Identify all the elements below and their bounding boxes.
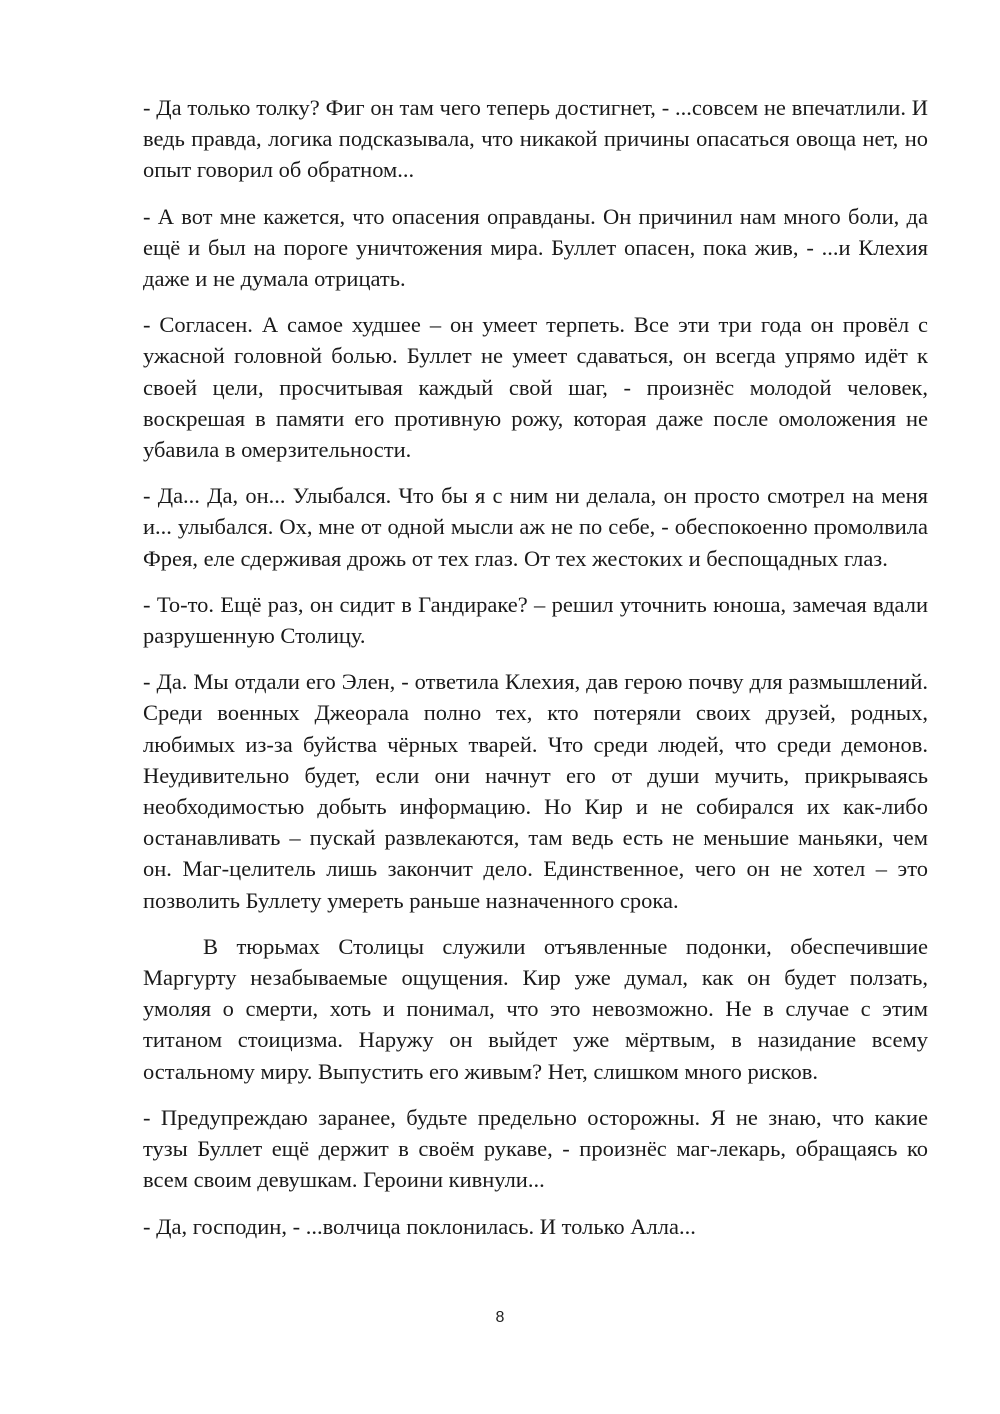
paragraph: - Согласен. А самое худшее – он умеет терпеть. Все эти три года он провёл с ужасной головной болью. Буллет не умеет сдаваться, он всегда упрямо идёт к своей цели, просчитывая каждый свой шаг, - произнёс молодой человек, воскрешая в памяти его противную рожу, которая даже после омоложения не убавила в омерзительности. — [143, 312, 928, 463]
paragraph: - А вот мне кажется, что опасения оправданы. Он причинил нам много боли, да ещё и был на пороге уничтожения мира. Буллет опасен, пока жив, - ...и Клехия даже и не думала отрицать. — [143, 203, 928, 292]
paragraph: - Да, господин, - ...волчица поклонилась. И только Алла... — [143, 1213, 696, 1239]
paragraph: - Да. Мы отдали его Элен, - ответила Клехия, дав герою почву для размышлений. Среди военных Джеорала полно тех, кто потеряли своих друзей, родных, любимых из-за буйства чёрных тварей. Что среди людей, что среди демонов. Неудивительно будет, если они начнут его от души мучить, прикрываясь необходимостью добыть информацию. Но Кир и не собирался их как-либо останавливать – пускай развлекаются, там ведь есть не меньшие маньяки, чем он. Маг-целитель лишь закончит дело. Единственное, чего он не хотел – это позволить Буллету умереть раньше назначенного срока. — [143, 669, 928, 913]
page-number: 8 — [495, 1309, 505, 1326]
body-text — [143, 92, 928, 1257]
paragraph: - Да только толку? Фиг он там чего теперь достигнет, - ...совсем не впечатлили. И ведь правда, логика подсказывала, что никакой причины опасаться овоща нет, но опыт говорил об обратном... — [143, 95, 928, 183]
paragraph: - То-то. Ещё раз, он сидит в Гандираке? – решил уточнить юноша, замечая вдали разрушенную Столицу. — [143, 591, 928, 649]
paragraph: - Да... Да, он... Улыбался. Что бы я с ним ни делала, он просто смотрел на меня и... улыбался. Ох, мне от одной мысли аж не по себе, - обеспокоенно промолвила Фрея, еле сдерживая дрожь от тех глаз. От тех жестоких и беспощадных глаз. — [143, 483, 928, 571]
paragraph: - Предупреждаю заранее, будьте предельно осторожны. Я не знаю, что какие тузы Буллет ещё держит в своём рукаве, - произнёс маг-лекарь, обращаясь ко всем своим девушкам. Героини кивнули... — [143, 1104, 928, 1193]
paragraph-indented: В тюрьмах Столицы служили отъявленные подонки, обеспечившие Маргурту незабываемые ощущения. Кир уже думал, как он будет ползать, умоляя о смерти, хоть и понимал, что это невозможно. Не в случае с этим титаном стоицизма. Наружу он выйдет уже мёртвым, в назидание всему остальному миру. Выпустить его живым? Нет, слишком много рисков. — [143, 933, 928, 1084]
